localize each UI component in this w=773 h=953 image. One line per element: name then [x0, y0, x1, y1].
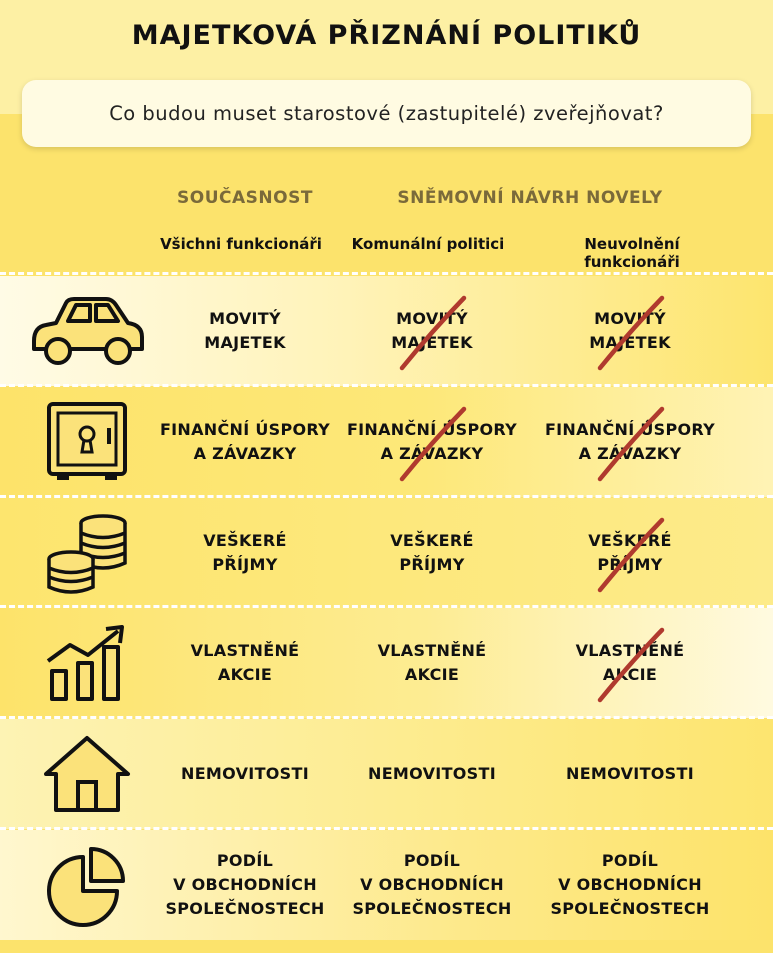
cell-label: PODÍL V OBCHODNÍCH SPOLEČNOSTECH	[352, 851, 512, 918]
subtitle-box: Co budou muset starostové (zastupitelé) zveřejňovat?	[22, 80, 751, 147]
cell-label: VLASTNĚNÉ AKCIE	[190, 641, 300, 684]
row-divider	[0, 272, 773, 275]
cell-label: NEMOVITOSTI	[181, 764, 309, 783]
column-header-municipal: Komunální politici	[351, 235, 505, 253]
cell-label: NEMOVITOSTI	[566, 764, 694, 783]
column-header-all-officials: Všichni funkcionáři	[160, 235, 322, 253]
table-cell	[332, 498, 532, 608]
house-icon	[22, 719, 152, 829]
table-cell	[145, 276, 345, 386]
table-row	[0, 387, 773, 497]
cell-label: VEŠKERÉ PŘÍJMY	[203, 531, 287, 574]
cell-label: MOVITÝ MAJETEK	[204, 309, 286, 352]
cell-label: PODÍL V OBCHODNÍCH SPOLEČNOSTECH	[165, 851, 325, 918]
table-row	[0, 608, 773, 718]
table-cell	[145, 719, 345, 829]
table-cell	[332, 387, 532, 497]
table-row	[0, 276, 773, 386]
cell-label: NEMOVITOSTI	[368, 764, 496, 783]
cell-label: PODÍL V OBCHODNÍCH SPOLEČNOSTECH	[550, 851, 710, 918]
cell-label: FINANČNÍ ÚSPORY A ZÁVAZKY	[159, 420, 331, 463]
cell-label: FINANČNÍ ÚSPORY A ZÁVAZKY	[346, 420, 518, 463]
pie-chart-icon	[22, 830, 152, 940]
table-cell	[332, 830, 532, 940]
header-proposal: SNĚMOVNÍ NÁVRH NOVELY	[397, 188, 663, 208]
table-cell	[530, 498, 730, 608]
column-header-non-released: Neuvolnění funkcionáři	[584, 235, 680, 271]
table-cell	[332, 608, 532, 718]
cell-label: VEŠKERÉ PŘÍJMY	[588, 531, 672, 574]
table-row	[0, 498, 773, 608]
table-cell	[332, 276, 532, 386]
cell-label: MOVITÝ MAJETEK	[391, 309, 473, 352]
table-cell	[145, 387, 345, 497]
cell-label: VLASTNĚNÉ AKCIE	[575, 641, 685, 684]
table-cell	[530, 830, 730, 940]
cell-label: VEŠKERÉ PŘÍJMY	[390, 531, 474, 574]
cell-label: VLASTNĚNÉ AKCIE	[377, 641, 487, 684]
table-cell	[145, 830, 345, 940]
table-cell	[145, 498, 345, 608]
car-icon	[22, 276, 152, 386]
table-cell	[530, 276, 730, 386]
safe-icon	[22, 387, 152, 497]
table-cell	[145, 608, 345, 718]
header-current: SOUČASNOST	[177, 188, 313, 208]
table-row	[0, 719, 773, 829]
table-cell	[530, 719, 730, 829]
table-row	[0, 830, 773, 940]
table-cell	[332, 719, 532, 829]
cell-label: MOVITÝ MAJETEK	[589, 309, 671, 352]
table-cell	[530, 608, 730, 718]
table-cell	[530, 387, 730, 497]
page-title: MAJETKOVÁ PŘIZNÁNÍ POLITIKŮ	[131, 20, 642, 51]
growth-chart-icon	[22, 608, 152, 718]
coins-icon	[22, 498, 152, 608]
cell-label: FINANČNÍ ÚSPORY A ZÁVAZKY	[544, 420, 716, 463]
